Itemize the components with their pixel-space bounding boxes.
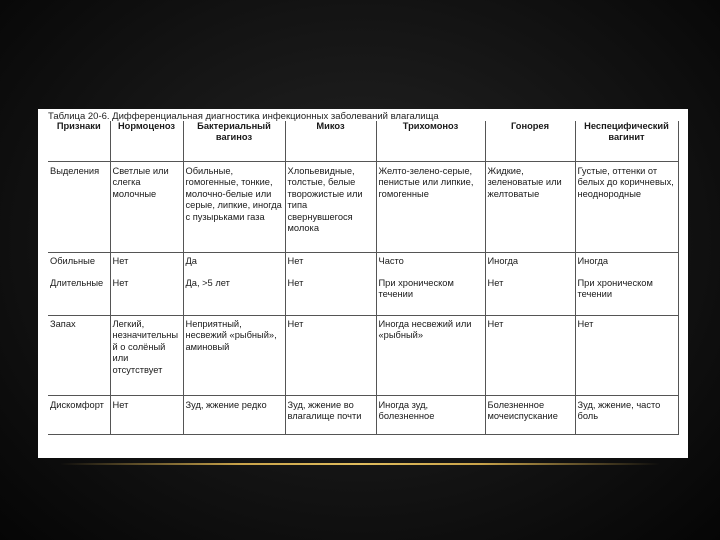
table-cell: Да, >5 лет [183,278,285,316]
table-caption: Таблица 20-6. Дифференциальная диагностика инфекционных заболеваний влагалища [48,111,439,122]
table-row [48,316,678,396]
table-cell: Нет [485,278,575,316]
table-cell: Болезненное мочеиспускание [485,396,575,435]
table-cell: Иногда [575,253,678,279]
row-label-cell: Длительные [48,278,110,316]
table-cell: Желто-зелено-серые, пенистые или липкие, гомогенные [376,162,485,253]
header-cell: Трихомоноз [376,121,485,162]
table-cell: При хроническом течении [376,278,485,316]
gold-divider-line [60,463,660,465]
table-cell: Обильные, гомогенные, тонкие, молочно-белые или серые, липкие, иногда с пузырьками газа [183,162,285,253]
table-cell: Да [183,253,285,279]
table-cell: Неприятный, несвежий «рыбный», аминовый [183,316,285,396]
table-row [48,253,678,279]
header-cell: Признаки [48,121,110,162]
row-label-cell: Дискомфорт [48,396,110,435]
header-cell: Неспецифический вагинит [575,121,678,162]
table-cell: Хлопьевидные, толстые, белые творожистые или типа свернувшегося молока [285,162,376,253]
table-cell: Светлые или слегка молочные [110,162,183,253]
table-cell: Жидкие, зеленоватые или желтоватые [485,162,575,253]
table-row [48,162,678,253]
row-label-cell: Обильные [48,253,110,279]
table-cell: Нет [110,396,183,435]
header-cell: Бактериальный вагиноз [183,121,285,162]
table-cell: При хроническом течении [575,278,678,316]
table-cell: Зуд, жжение, часто боль [575,396,678,435]
table-cell: Нет [285,253,376,279]
table-row [48,396,678,435]
table-cell: Часто [376,253,485,279]
header-cell: Гонорея [485,121,575,162]
header-cell: Нормоценоз [110,121,183,162]
table-cell: Густые, оттенки от белых до коричневых, неоднородные [575,162,678,253]
slide-sheet [38,109,688,458]
table-header-row [48,121,678,162]
diagnosis-table [48,121,679,435]
row-label-cell: Выделения [48,162,110,253]
table-cell: Иногда несвежий или «рыбный» [376,316,485,396]
table-cell: Нет [285,316,376,396]
table-cell: Нет [285,278,376,316]
table-row [48,278,678,316]
table-cell: Зуд, жжение редко [183,396,285,435]
table-cell: Зуд, жжение во влагалище почти [285,396,376,435]
table-cell: Иногда [485,253,575,279]
table-cell: Нет [485,316,575,396]
table-cell: Нет [575,316,678,396]
table-cell: Иногда зуд, болезненное [376,396,485,435]
header-cell: Микоз [285,121,376,162]
table-cell: Легкий, незначительный о солёный или отсутствует [110,316,183,396]
table-cell: Нет [110,253,183,279]
row-label-cell: Запах [48,316,110,396]
table-cell: Нет [110,278,183,316]
